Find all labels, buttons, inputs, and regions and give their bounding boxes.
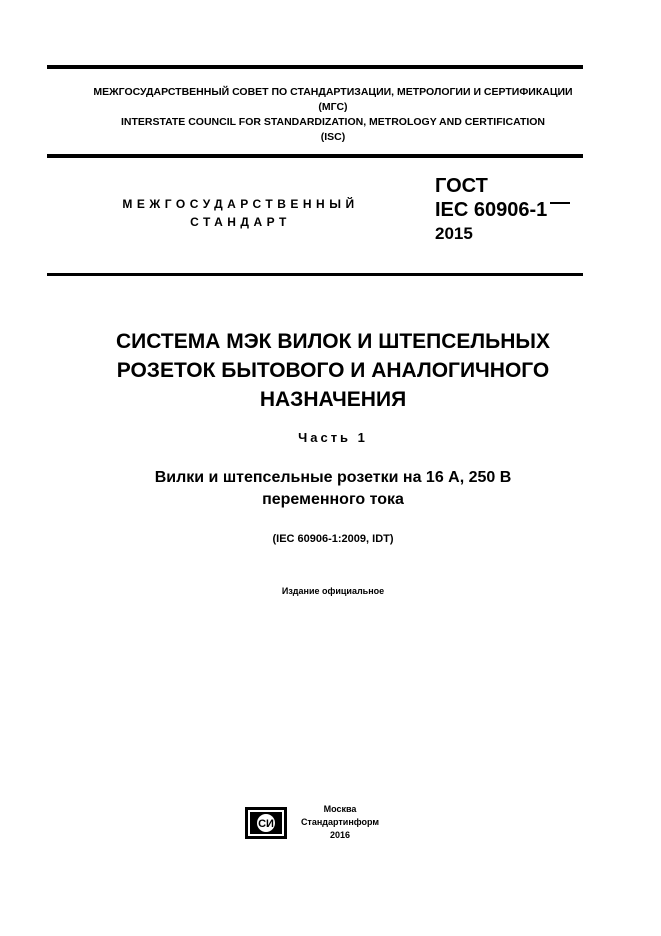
designation-number: IEC 60906-1	[435, 199, 548, 221]
edition-note: Издание официальное	[281, 586, 385, 596]
standard-designation	[435, 174, 570, 246]
document-subtitle	[47, 467, 619, 511]
part-number: Часть 1	[298, 430, 368, 445]
council-abbr-en: (ISC)	[320, 131, 346, 143]
council-name-ru: МЕЖГОСУДАРСТВЕННЫЙ СОВЕТ ПО СТАНДАРТИЗАЦИИ, МЕТРОЛОГИИ И СЕРТИФИКАЦИИ	[93, 86, 573, 98]
title-line3: НАЗНАЧЕНИЯ	[259, 388, 407, 411]
title-line1: СИСТЕМА МЭК ВИЛОК И ШТЕПСЕЛЬНЫХ	[116, 330, 550, 353]
publisher-block	[300, 803, 380, 842]
designation-gost: ГОСТ	[435, 175, 488, 197]
top-rule	[47, 65, 583, 69]
standartinform-logo	[245, 807, 287, 839]
designation-bottom-rule	[47, 273, 583, 276]
document-title	[47, 327, 619, 414]
council-header	[47, 85, 619, 145]
standard-type-line2: СТАНДАРТ	[190, 215, 291, 229]
iec-reference: (IEC 60906-1:2009, IDT)	[272, 533, 394, 545]
standard-type-line1: МЕЖГОСУДАРСТВЕННЫЙ	[122, 197, 359, 211]
publication-year: 2016	[329, 830, 351, 840]
council-abbr-ru: (МГС)	[318, 101, 348, 113]
standard-type-label	[98, 195, 383, 231]
publisher-name: Стандартинформ	[300, 817, 380, 827]
designation-dash	[550, 202, 570, 204]
council-name-en: INTERSTATE COUNCIL FOR STANDARDIZATION, METROLOGY AND CERTIFICATION	[120, 116, 546, 128]
designation-number-row	[435, 198, 570, 222]
title-line2: РОЗЕТОК БЫТОВОГО И АНАЛОГИЧНОГО	[116, 359, 550, 382]
subtitle-line1: Вилки и штепсельные розетки на 16 А, 250 В	[154, 469, 512, 486]
publisher-city: Москва	[323, 804, 357, 814]
council-bottom-rule	[47, 154, 583, 158]
logo-text: СИ	[258, 818, 274, 830]
designation-year: 2015	[435, 224, 473, 243]
subtitle-line2: переменного тока	[262, 491, 404, 508]
